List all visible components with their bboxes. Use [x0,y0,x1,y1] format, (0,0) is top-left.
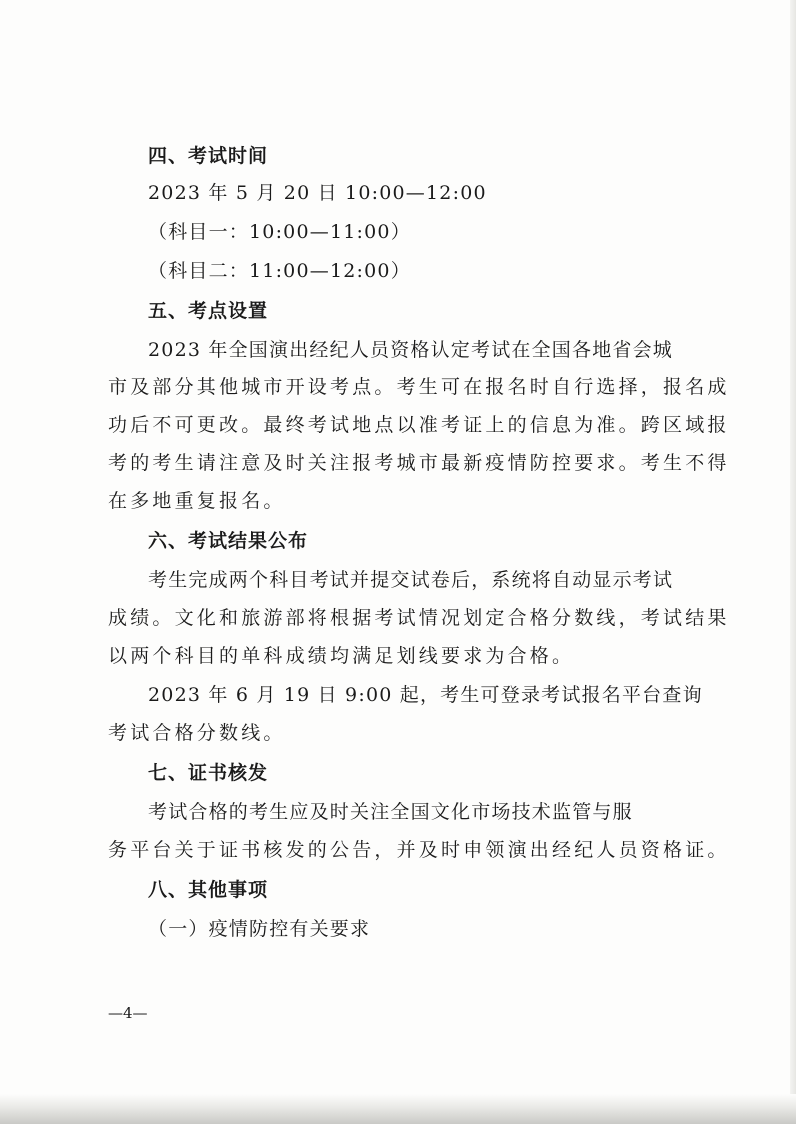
paragraph-line: 考试合格的考生应及时关注全国文化市场技术监管与服 [148,801,633,823]
scan-edge-bottom [0,1094,796,1124]
scan-edge-right [790,0,796,1124]
section-heading-other: 八、其他事项 [148,879,269,901]
paragraph-line: 成绩。文化和旅游部将根据考试情况划定合格分数线，考试结果 [108,607,730,629]
paragraph-line: 功后不可更改。最终考试地点以准考证上的信息为准。跨区域报 [108,414,730,436]
paragraph-line: 考试合格分数线。 [108,722,286,744]
paragraph-line: 考的考生请注意及时关注报考城市最新疫情防控要求。考生不得 [108,452,730,474]
subsection-heading: （一）疫情防控有关要求 [148,918,371,940]
section-heading-certificate: 七、证书核发 [148,762,269,784]
paragraph-line: 2023 年全国演出经纪人员资格认定考试在全国各地省会城 [148,339,673,361]
page-number: —4— [108,1004,148,1022]
paragraph-line: 务平台关于证书核发的公告，并及时申领演出经纪人员资格证。 [108,839,730,861]
paragraph-line: 2023 年 6 月 19 日 9:00 起，考生可登录考试报名平台查询 [148,684,703,706]
section-heading-results: 六、考试结果公布 [148,530,309,552]
exam-date: 2023 年 5 月 20 日 10:00—12:00 [148,182,487,204]
subject-one-time: （科目一：10:00—11:00） [148,221,411,243]
subject-two-time: （科目二：11:00—12:00） [148,260,411,282]
paragraph-line: 以两个科目的单科成绩均满足划线要求为合格。 [108,645,575,667]
section-heading-exam-time: 四、考试时间 [148,145,269,167]
paragraph-line: 在多地重复报名。 [108,490,286,512]
paragraph-line: 市及部分其他城市开设考点。考生可在报名时自行选择，报名成 [108,376,730,398]
paragraph-line: 考生完成两个科目考试并提交试卷后，系统将自动显示考试 [148,569,674,591]
section-heading-venue: 五、考点设置 [148,300,269,322]
